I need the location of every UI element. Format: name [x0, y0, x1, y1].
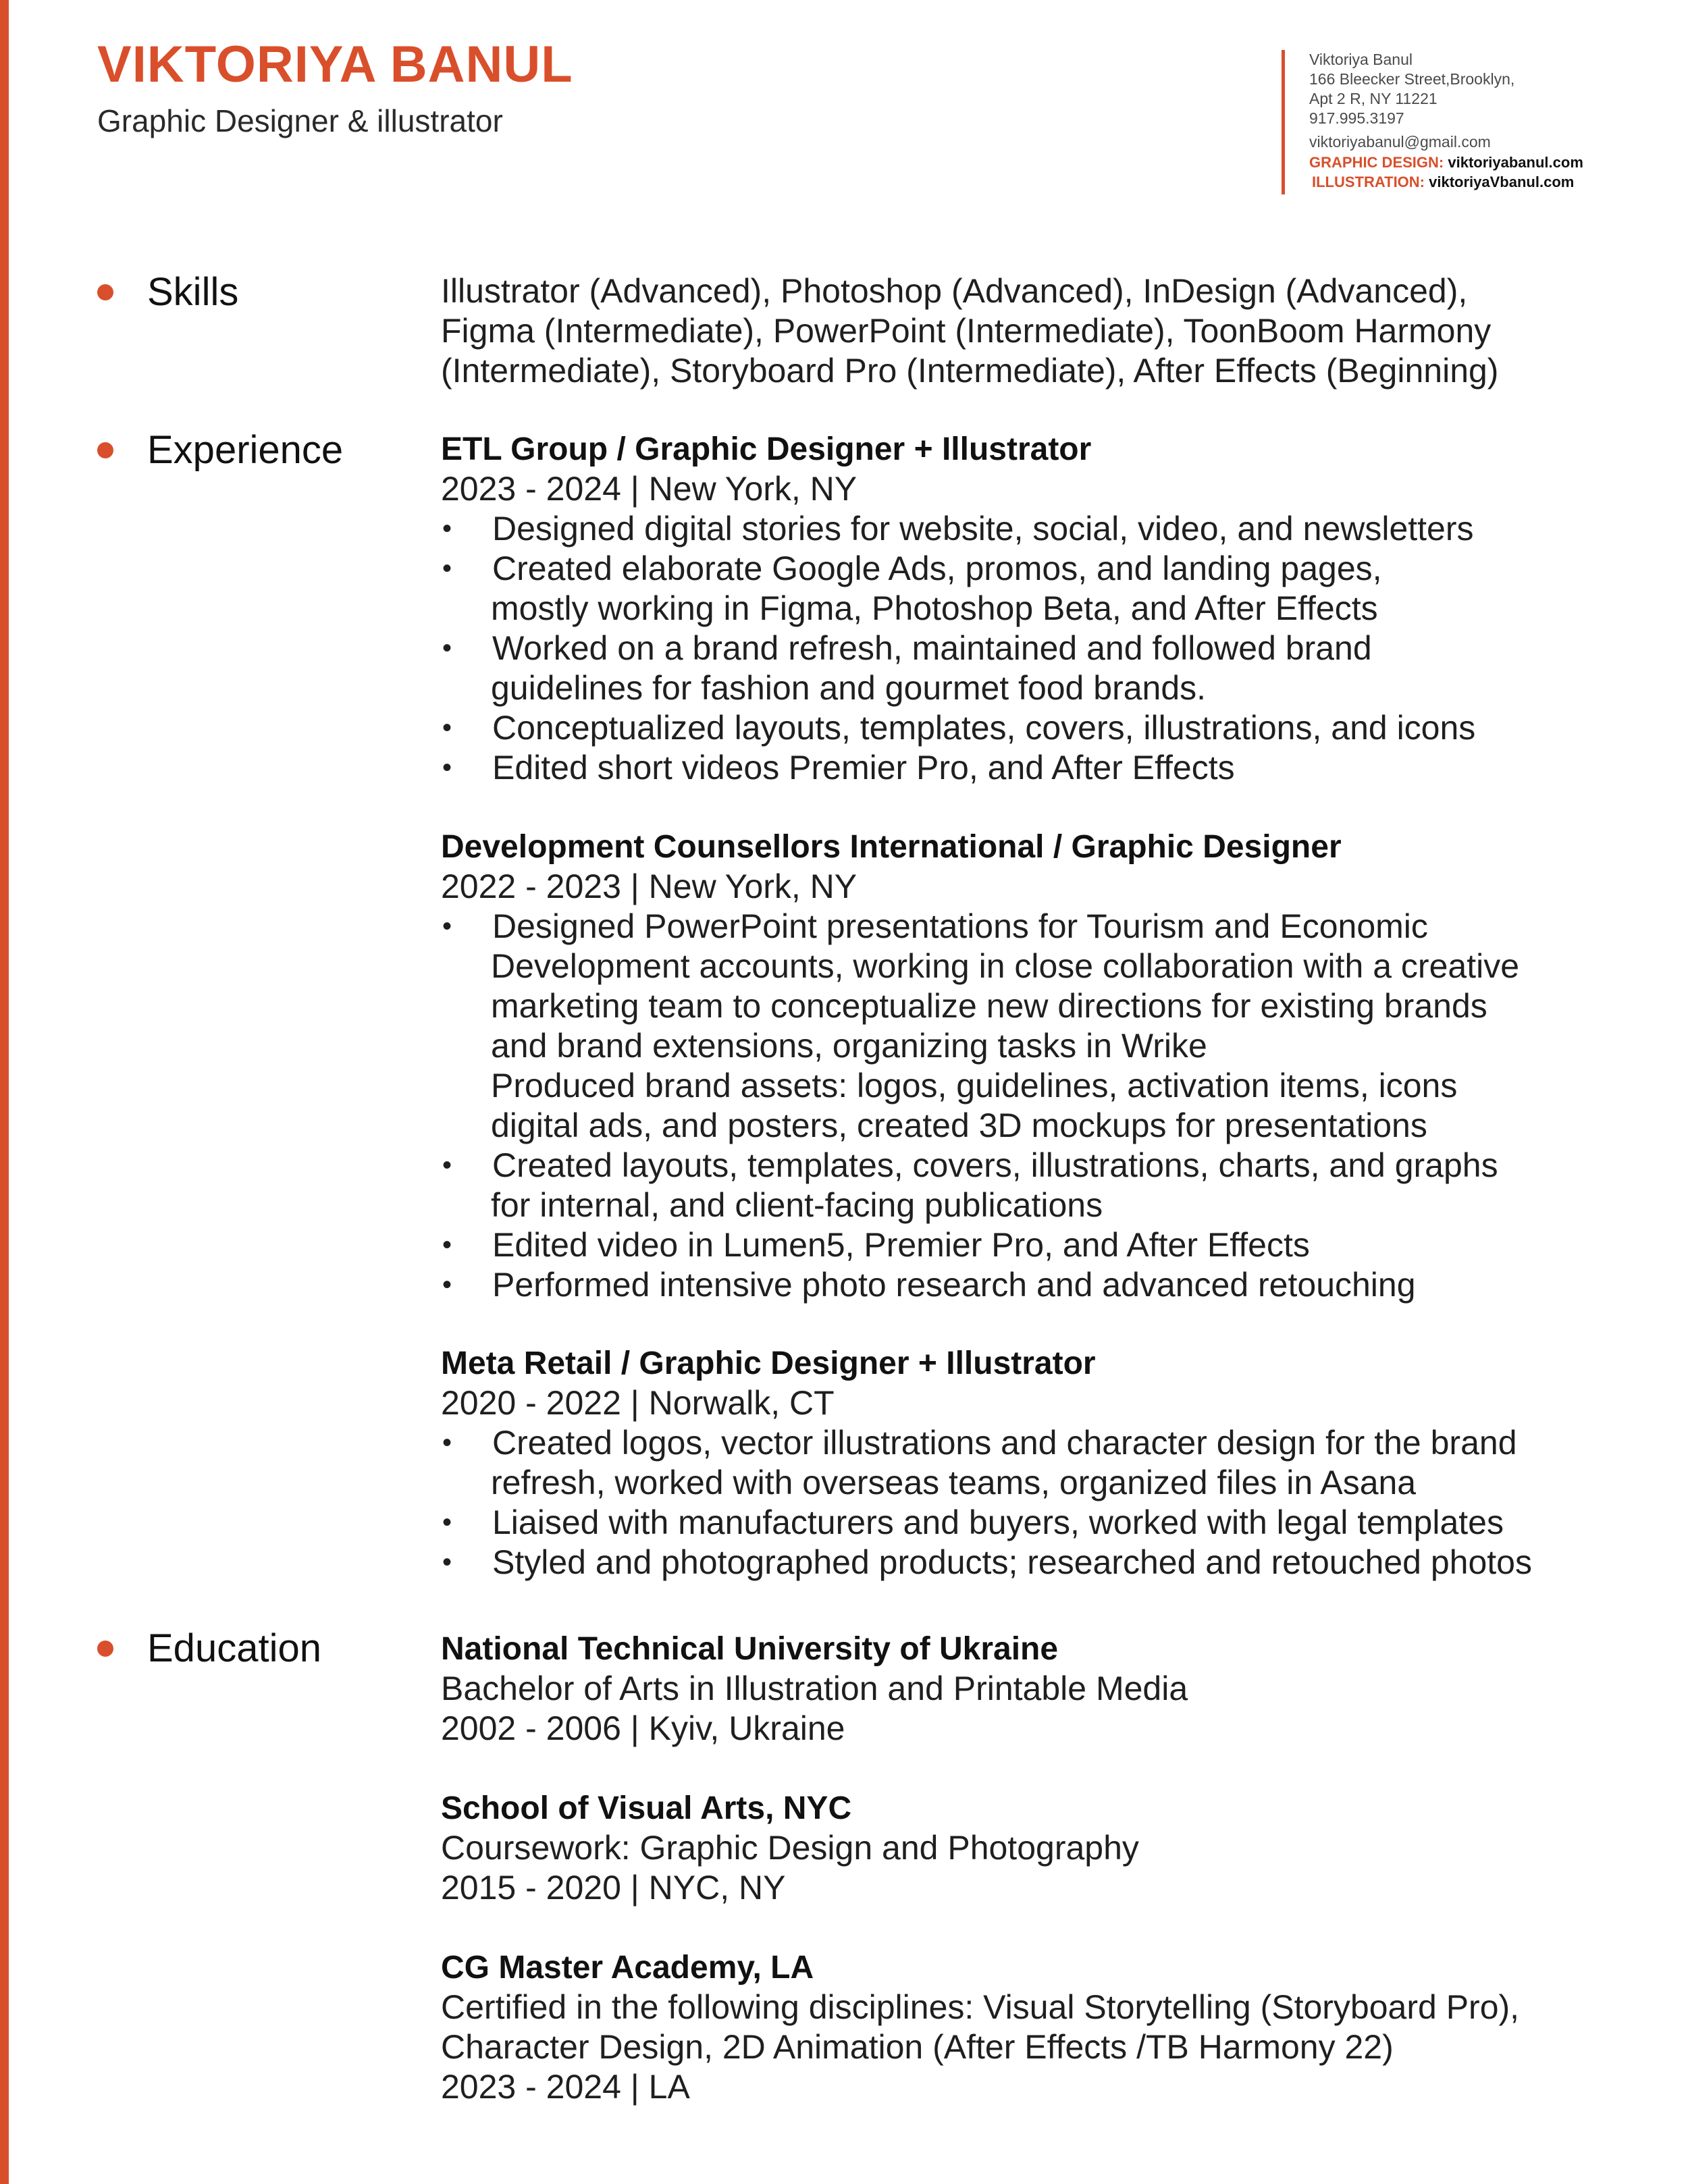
skills-heading [97, 270, 239, 314]
contact-name: Viktoriya Banul [1309, 51, 1413, 68]
skills-line: (Intermediate), Storyboard Pro (Intermediate), After Effects (Beginning) [441, 352, 1499, 390]
skills-line: Figma (Intermediate), PowerPoint (Intermediate), ToonBoom Harmony [441, 312, 1492, 350]
list-item: • Designed PowerPoint presentations for Tourism and Economic [442, 907, 1428, 945]
bullet-dot-icon [97, 442, 113, 458]
job-dci [441, 827, 1519, 1305]
school-title: National Technical University of Ukraine [441, 1631, 1059, 1667]
school-line: Bachelor of Arts in Illustration and Printable Media [441, 1670, 1188, 1707]
skills-line: Illustrator (Advanced), Photoshop (Advanced), InDesign (Advanced), [441, 272, 1468, 310]
resume-job-title: Graphic Designer & illustrator [97, 103, 503, 138]
school-ntuu [441, 1629, 1494, 1749]
bullet-dot-icon [97, 1641, 113, 1657]
illustration-link[interactable]: viktoriyaVbanul.com [1429, 174, 1575, 190]
list-item: • Liaised with manufacturers and buyers, worked with legal templates [442, 1503, 1504, 1541]
job-etl-group [441, 429, 1494, 788]
school-sva [441, 1788, 1494, 1908]
list-item: digital ads, and posters, created 3D mockups for presentations [491, 1107, 1427, 1144]
list-item: • Designed digital stories for website, social, video, and newsletters [442, 510, 1474, 548]
graphic-design-site[interactable] [1309, 152, 1660, 174]
left-accent-bar [0, 0, 9, 2184]
job-meta: 2023 - 2024 | New York, NY [441, 470, 858, 508]
list-item: • Edited video in Lumen5, Premier Pro, and After Effects [442, 1226, 1310, 1264]
list-item: marketing team to conceptualize new directions for existing brands [491, 987, 1487, 1025]
school-title: CG Master Academy, LA [441, 1950, 814, 1986]
school-line: 2015 - 2020 | NYC, NY [441, 1869, 786, 1907]
school-line: 2023 - 2024 | LA [441, 2068, 690, 2106]
contact-phone[interactable]: 917.995.3197 [1309, 109, 1404, 127]
graphic-design-link[interactable]: viktoriyabanul.com [1448, 154, 1583, 171]
contact-address-line2: Apt 2 R, NY 11221 [1309, 90, 1438, 107]
list-item: refresh, worked with overseas teams, organized files in Asana [491, 1464, 1417, 1501]
job-meta-retail [441, 1343, 1532, 1582]
list-item: • Created elaborate Google Ads, promos, and landing pages, [442, 550, 1382, 587]
job-bullets [441, 907, 1519, 1305]
education-heading [97, 1626, 321, 1670]
job-title: ETL Group / Graphic Designer + Illustrator [441, 431, 1092, 467]
illustration-site[interactable] [1309, 171, 1660, 193]
list-item: guidelines for fashion and gourmet food brands. [491, 669, 1207, 707]
job-meta: 2020 - 2022 | Norwalk, CT [441, 1384, 835, 1422]
list-item: • Edited short videos Premier Pro, and After Effects [442, 749, 1235, 787]
list-item: • Worked on a brand refresh, maintained and followed brand [442, 629, 1372, 667]
skills-label: Skills [147, 270, 239, 314]
school-line: 2002 - 2006 | Kyiv, Ukraine [441, 1709, 845, 1747]
experience-heading [97, 428, 344, 472]
contact-block [1282, 50, 1660, 194]
contact-email[interactable]: viktoriyabanul@gmail.com [1309, 133, 1491, 151]
list-item: for internal, and client-facing publications [491, 1186, 1103, 1224]
school-line: Character Design, 2D Animation (After Effects /TB Harmony 22) [441, 2028, 1394, 2066]
job-title: Meta Retail / Graphic Designer + Illustrator [441, 1346, 1096, 1381]
illustration-label: ILLUSTRATION: [1312, 174, 1425, 190]
list-item: and brand extensions, organizing tasks in Wrike [491, 1027, 1207, 1065]
job-title: Development Counsellors International / Graphic Designer [441, 829, 1342, 865]
graphic-design-label: GRAPHIC DESIGN: [1309, 154, 1444, 171]
skills-content [441, 271, 1499, 391]
job-bullets [441, 1423, 1532, 1582]
contact-address-line1: 166 Bleecker Street,Brooklyn, [1309, 70, 1515, 88]
education-label: Education [147, 1626, 321, 1670]
list-item: Development accounts, working in close collaboration with a creative [491, 947, 1519, 985]
experience-label: Experience [147, 428, 344, 472]
list-item: • Performed intensive photo research and advanced retouching [442, 1266, 1416, 1304]
job-bullets [441, 509, 1494, 788]
list-item: • Styled and photographed products; researched and retouched photos [442, 1543, 1532, 1581]
list-item: mostly working in Figma, Photoshop Beta, and After Effects [491, 589, 1378, 627]
school-title: School of Visual Arts, NYC [441, 1790, 852, 1826]
list-item: • Created layouts, templates, covers, illustrations, charts, and graphs [442, 1146, 1498, 1184]
list-item: • Created logos, vector illustrations and character design for the brand [442, 1424, 1517, 1462]
list-item: • Conceptualized layouts, templates, covers, illustrations, and icons [442, 709, 1476, 747]
resume-name: VIKTORIYA BANUL [97, 36, 573, 93]
bullet-dot-icon [97, 284, 113, 300]
list-item: Produced brand assets: logos, guidelines, activation items, icons [491, 1067, 1458, 1104]
school-cg-master [441, 1948, 1520, 2107]
school-line: Coursework: Graphic Design and Photography [441, 1829, 1139, 1867]
job-meta: 2022 - 2023 | New York, NY [441, 868, 858, 905]
school-line: Certified in the following disciplines: Visual Storytelling (Storyboard Pro), [441, 1988, 1520, 2026]
